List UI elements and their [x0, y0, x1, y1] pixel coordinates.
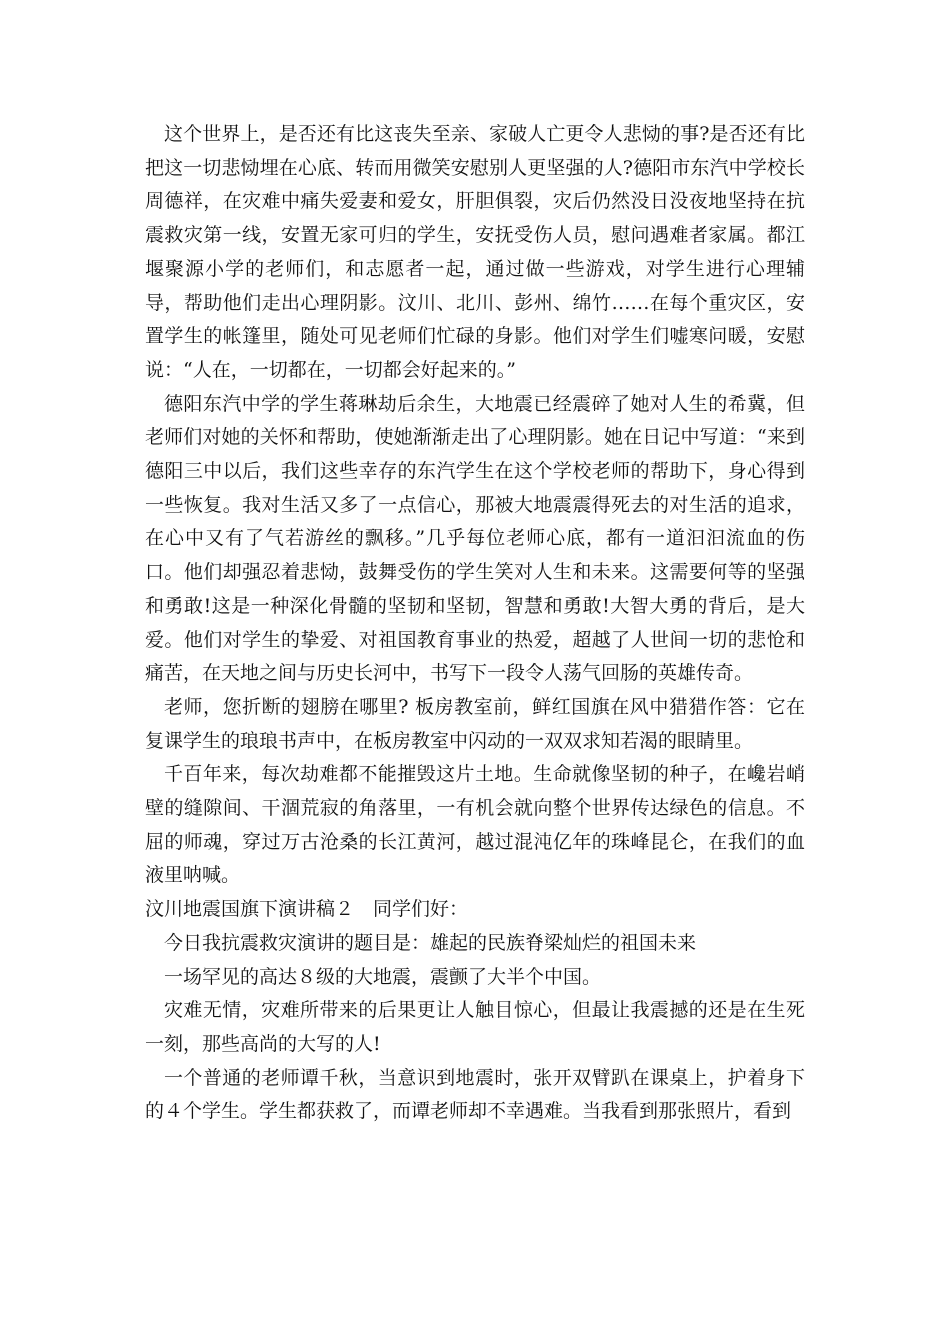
paragraph-speech-topic: 今日我抗震救灾演讲的题目是：雄起的民族脊梁灿烂的祖国未来 — [164, 931, 697, 954]
paragraph-principal-zhou: 这个世界上，是否还有比这丧失至亲、家破人亡更令人悲恸的事?是否还有比把这一切悲恸埋在心底、转而用微笑安慰别人更坚强的人?德阳市东汽中学校长周德祥，在灾难中痛失爱妻和爱女，肝胆俱裂，灾后仍然没日没夜地坚持在抗震救灾第一线，安置无家可归的学生，安抚受伤人员，慰问遇难者家属。都江堰聚源小学的老师们，和志愿者一起，通过做一些游戏，对学生进行心理辅导，帮助他们走出心理阴影。汶川、北川、彭州、绵竹……在每个重灾区，安置学生的帐篷里，随处可见老师们忙碌的身影。他们对学生们嘘寒问暖，安慰说：“人在，一切都在，一切都会好起来的。” — [145, 123, 805, 381]
speech-title: 汶川地震国旗下演讲稿２ 同学们好： — [145, 898, 469, 921]
document-page — [145, 118, 805, 1129]
paragraph-broken-wings: 老师，您折断的翅膀在哪里? 板房教室前，鲜红国旗在风中猎猎作答：它在复课学生的琅琅书声中，在板房教室中闪动的一双双求知若渴的眼睛里。 — [145, 695, 805, 752]
paragraph-teacher-tan: 一个普通的老师谭千秋，当意识到地震时，张开双臂趴在课桌上，护着身下的４个学生。学生都获救了，而谭老师却不幸遇难。当我看到那张照片，看到 — [145, 1066, 805, 1123]
paragraph-student-jiang: 德阳东汽中学的学生蒋琳劫后余生，大地震已经震碎了她对人生的希冀，但老师们对她的关怀和帮助，使她渐渐走出了心理阴影。她在日记中写道：“来到德阳三中以后，我们这些幸存的东汽学生在这个学校老师的帮助下，身心得到一些恢复。我对生活又多了一点信心，那被大地震震得死去的对生活的追求，在心中又有了气若游丝的飘移。”几乎每位老师心底，都有一道汩汩流血的伤口。他们却强忍着悲恸，鼓舞受伤的学生笑对人生和未来。这需要何等的坚强和勇敢!这是一种深化骨髓的坚韧和坚韧，智慧和勇敢!大智大勇的背后，是大爱。他们对学生的挚爱、对祖国教育事业的热爱，超越了人世间一切的悲怆和痛苦，在天地之间与历史长河中，书写下一段令人荡气回肠的英雄传奇。 — [145, 392, 805, 685]
paragraph-disaster: 灾难无情，灾难所带来的后果更让人触目惊心，但最让我震撼的还是在生死一刻，那些高尚的大写的人! — [145, 999, 805, 1055]
paragraph-earthquake: 一场罕见的高达８级的大地震，震颤了大半个中国。 — [164, 965, 602, 988]
paragraph-thousand-years: 千百年来，每次劫难都不能摧毁这片土地。生命就像坚韧的种子，在巉岩峭壁的缝隙间、干涸荒寂的角落里，一有机会就向整个世界传达绿色的信息。不屈的师魂，穿过万古沧桑的长江黄河，越过混沌亿年的珠峰昆仑，在我们的血液里呐喊。 — [145, 763, 805, 887]
